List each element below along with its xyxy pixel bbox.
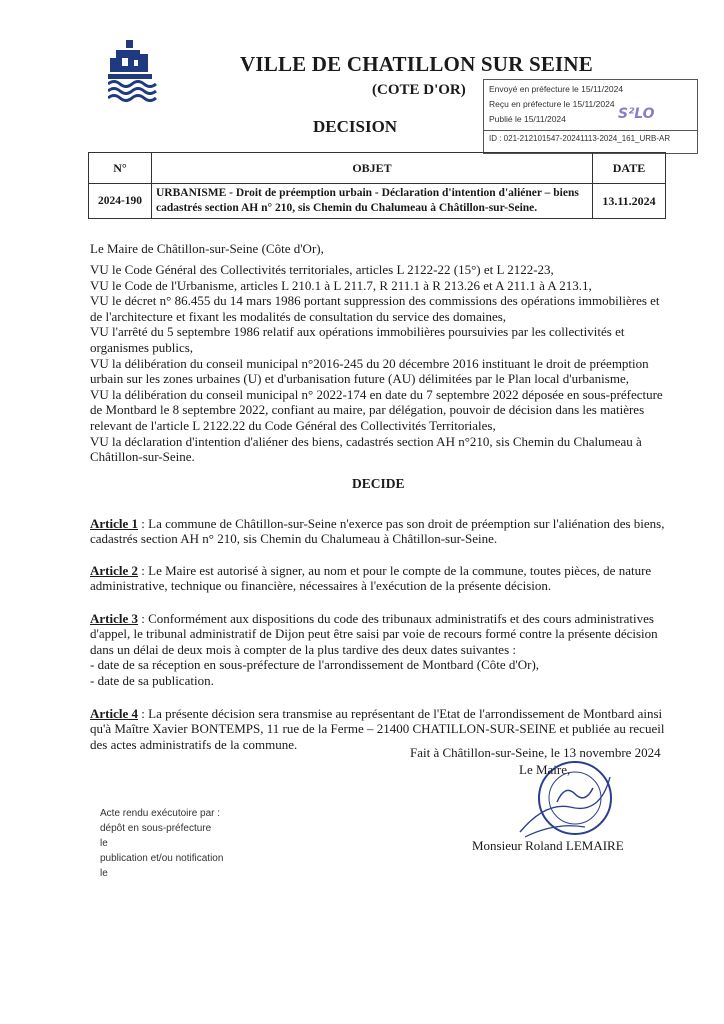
article-4-text: : La présente décision sera transmise au représentant de l'Etat de l'arrondissement de Montbard ainsi qu'à Maître Xavier BONTEMPS, 11 rue de la Ferme – 21400 CHATILLON-SUR-SEINE et publiée au recueil des actes administratifs de la commune. (90, 705, 665, 752)
prefecture-stamp (483, 79, 698, 154)
decision-number: 2024-190 (89, 184, 152, 219)
considerants: VU le Code Général des Collectivités territoriales, articles L 2122-22 (15°) et L 2122-23, VU le Code de l'Urbanisme, articles L 210.1 à L 211.7, R 211.1 à R 213.26 et A 211.1 à A 213.1, VU le décret n° 86.455 du 14 mars 1986 portant suppression des commissions des opérations immobilières et de l'architecture et fixant les modalités de consultation du service des domaines, VU l'arrêté du 5 septembre 1986 relatif aux opérations immobilières poursuivies par les collectivités et organismes publics, VU la délibération du conseil municipal n°2016-245 du 20 décembre 2016 instituant le droit de préemption urbain sur les zones urbaines (U) et d'urbanisation future (AU) délimitées par le Plan local d'urbanisme, VU la délibération du conseil municipal n° 2022-174 en date du 7 septembre 2022 déposée en sous-préfecture de Montbard le 8 septembre 2022, confiant au maire, par délégation, pouvoir de décision dans les matières relevant de l'article L 2122.22 du Code Général des Collectivités Territoriales, VU la déclaration d'intention d'aliéner des biens, cadastrés section AH n°210, sis Chemin du Chalumeau à Châtillon-sur-Seine. (90, 262, 663, 465)
intro-line: Le Maire de Châtillon-sur-Seine (Côte d'Or), (90, 241, 324, 256)
city-logo (108, 40, 160, 102)
col-date-header: DATE (593, 153, 666, 184)
stamp-received: Reçu en préfecture le 15/11/2024 (489, 99, 615, 109)
stamp-id: ID : 021-212101547-20241113-2024_161_URB-AR (489, 134, 671, 143)
stamp-sent: Envoyé en préfecture le 15/11/2024 (489, 84, 624, 94)
article-2 (90, 547, 666, 594)
place-date: Fait à Châtillon-sur-Seine, le 13 novembre 2024 (410, 745, 661, 760)
decision-object: URBANISME - Droit de préemption urbain - Déclaration d'intention d'aliéner – biens cadastrés section AH n° 210, sis Chemin du Chalumeau à Châtillon-sur-Seine. (152, 184, 593, 219)
article-1-text: : La commune de Châtillon-sur-Seine n'exerce pas son droit de préemption sur l'aliénation des biens, cadastrés section AH n° 210, sis Chemin du Chalumeau à Châtillon-sur-Seine. (90, 515, 665, 547)
city-title: VILLE DE CHATILLON SUR SEINE (240, 52, 593, 76)
signer-name: Monsieur Roland LEMAIRE (472, 838, 624, 853)
article-4 (90, 690, 666, 752)
article-3 (90, 595, 666, 689)
article-1 (90, 500, 666, 547)
department: (COTE D'OR) (372, 82, 466, 98)
article-3-label: Article 3 (90, 610, 139, 626)
s2lo-logo: S²LO (618, 106, 655, 122)
document-title: DECISION (313, 117, 398, 136)
decide-heading: DECIDE (352, 476, 405, 491)
execution-note: Acte rendu exécutoire par : dépôt en sous-préfecture le publication et/ou notification le (100, 808, 224, 879)
col-objet-header: OBJET (152, 153, 593, 184)
decision-table (88, 152, 666, 219)
col-number-header: N° (89, 153, 152, 184)
article-2-label: Article 2 (90, 562, 139, 578)
article-2-text: : Le Maire est autorisé à signer, au nom et pour le compte de la commune, toutes pièces, de nature administrative, technique ou financière, nécessaires à l'exécution de la présente décision. (90, 562, 652, 594)
stamp-published: Publié le 15/11/2024 (489, 114, 566, 124)
article-3-text: : Conformément aux dispositions du code des tribunaux administratifs et des cours administratives d'appel, le tribunal administratif de Dijon peut être saisi par voie de recours formé contre la présente décision dans un délai de deux mois à compter de la plus tardive des deux dates suivantes : - date de sa réception en sous-préfecture de l'arrondissement de Montbard (Côte d'Or), - date de sa publication. (90, 610, 658, 688)
article-1-label: Article 1 (90, 515, 139, 531)
decision-date: 13.11.2024 (593, 184, 666, 219)
article-4-label: Article 4 (90, 705, 139, 721)
signature-title: Le Maire, (519, 762, 571, 777)
